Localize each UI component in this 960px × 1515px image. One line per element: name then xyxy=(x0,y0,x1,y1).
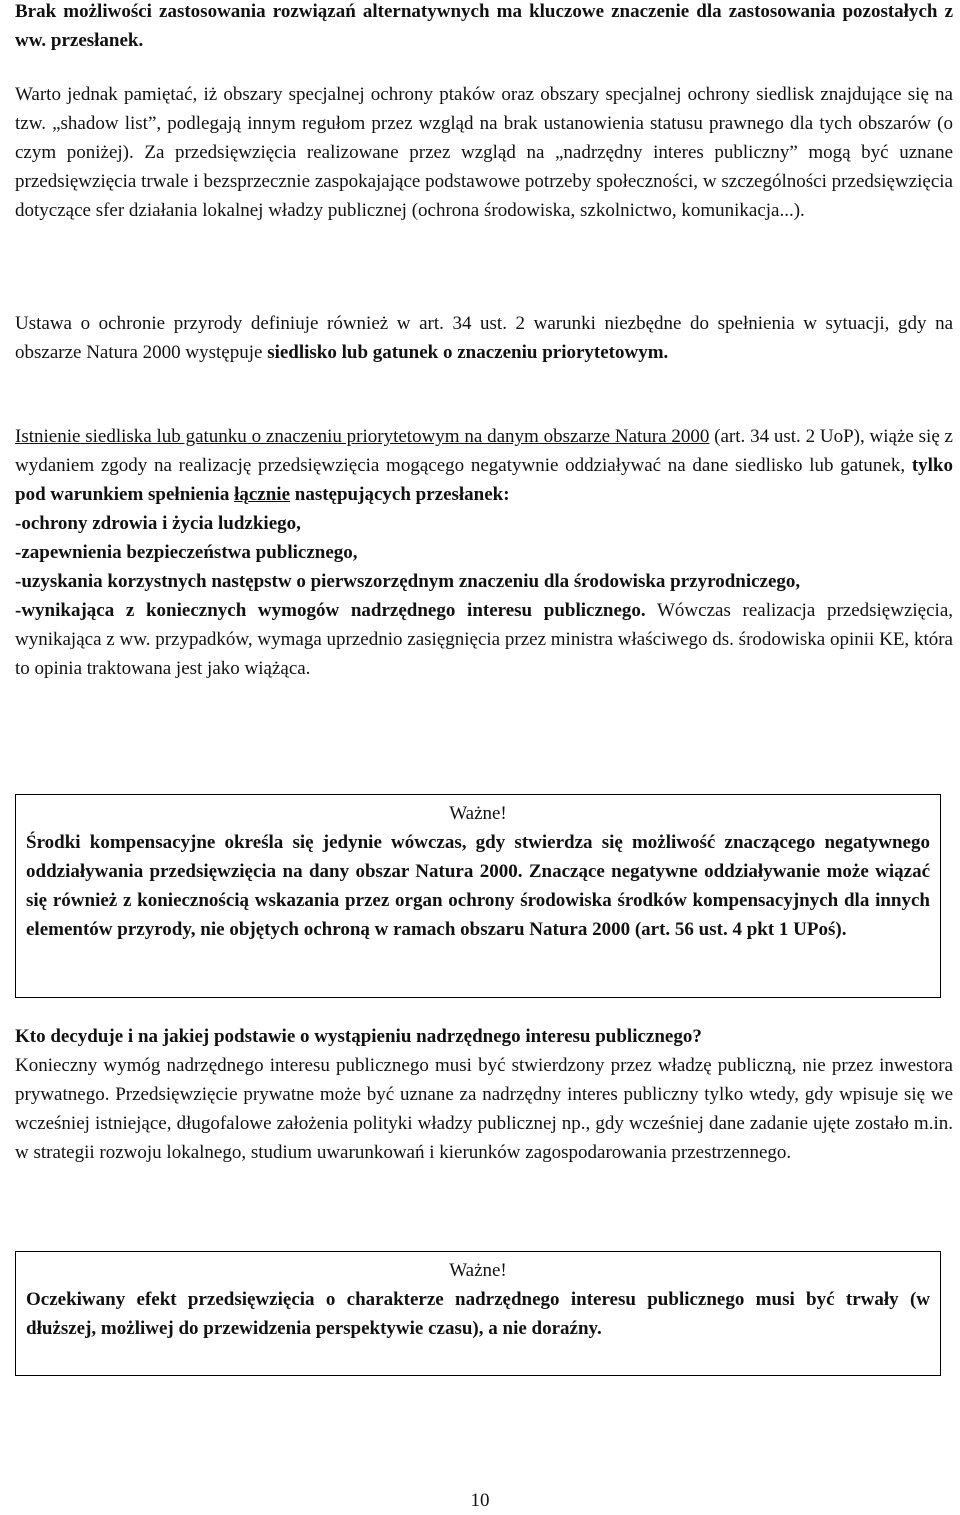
important-box-compensation-text: Środki kompensacyjne określa się jedynie wówczas, gdy stwierdza się możliwość znaczącego negatywnego oddziaływania przedsięwzięcia na dany obszar Natura 2000. Znaczące negatywne oddziaływanie może wiązać się również z koniecznością wskazania przez organ ochrony środowiska środków kompensacyjnych dla innych elementów przyrody, nie objętych ochroną w ramach obszaru Natura 2000 (art. 56 ust. 4 pkt 1 UPoś). xyxy=(26,832,930,940)
priority-habitat-text: (art. 34 ust. 2 UoP), wiąże się z wydaniem zgody na realizację przedsięwzięcia mogącego negatywnie oddziaływać na dane siedlisko lub gatunek, xyxy=(15,426,953,476)
premise-item-public-interest xyxy=(15,596,953,683)
important-box-compensation-title: Ważne! xyxy=(449,803,507,824)
important-box-effect xyxy=(15,1251,941,1376)
who-decides-heading: Kto decyduje i na jakiej podstawie o wystąpieniu nadrzędnego interesu publicznego? xyxy=(15,1026,702,1047)
paragraph-shadow-list xyxy=(15,80,953,225)
important-box-effect-title: Ważne! xyxy=(449,1260,507,1281)
premise-followup-text: Wówczas realizacja przedsięwzięcia, wynikająca z ww. przypadków, wymaga uprzednio zasięgnięcia przez ministra właściwego ds. środowiska opinii KE, która to opinia traktowana jest jako wiążąca. xyxy=(15,600,953,679)
important-box-effect-text: Oczekiwany efekt przedsięwzięcia o charakterze nadrzędnego interesu publicznego musi być trwały (w dłuższej, możliwej do przewidzenia perspektywie czasu), a nie doraźny. xyxy=(26,1289,930,1339)
priority-habitat-condition: tylko pod warunkiem spełnienia xyxy=(15,455,953,505)
paragraph-article-34-bold: siedlisko lub gatunek o znaczeniu priorytetowym. xyxy=(267,342,669,363)
priority-habitat-premises: następujących przesłanek: xyxy=(290,484,510,505)
premise-item-environment: -uzyskania korzystnych następstw o pierwszorzędnym znaczeniu dla środowiska przyrodniczego, xyxy=(15,571,801,592)
priority-habitat-intro xyxy=(15,422,953,509)
important-box-compensation xyxy=(15,794,941,998)
paragraph-alternatives-text: Brak możliwości zastosowania rozwiązań alternatywnych ma kluczowe znaczenie dla zastosowania pozostałych z ww. przesłanek. xyxy=(15,1,953,51)
paragraph-who-decides xyxy=(15,1022,953,1167)
premise-item-safety: -zapewnienia bezpieczeństwa publicznego, xyxy=(15,542,358,563)
priority-habitat-jointly: łącznie xyxy=(234,484,291,505)
paragraph-priority-habitat xyxy=(15,422,953,683)
priority-habitat-underlined: Istnienie siedliska lub gatunku o znaczeniu priorytetowym na danym obszarze Natura 2000 xyxy=(15,426,710,447)
who-decides-text: Konieczny wymóg nadrzędnego interesu publicznego musi być stwierdzony przez władzę publiczną, nie przez inwestora prywatnego. Przedsięwzięcie prywatne może być uznane za nadrzędny interes publiczny tylko wtedy, gdy wpisuje się we wcześniej istniejące, długofalowe założenia polityki władzy publicznej np., gdy wcześniej dane zadanie ujęte zostało m.in. w strategii rozwoju lokalnego, studium uwarunkowań i kierunków zagospodarowania przestrzennego. xyxy=(15,1055,953,1163)
premise-item-health: -ochrony zdrowia i życia ludzkiego, xyxy=(15,513,301,534)
paragraph-article-34 xyxy=(15,309,953,367)
premise-public-interest-text: -wynikająca z koniecznych wymogów nadrzędnego interesu publicznego. xyxy=(15,600,646,621)
page-number: 10 xyxy=(470,1490,490,1511)
paragraph-shadow-list-text: Warto jednak pamiętać, iż obszary specjalnej ochrony ptaków oraz obszary specjalnej ochrony siedlisk znajdujące się na tzw. „shadow list”, podlegają innym regułom przez wzgląd na brak ustanowienia statusu prawnego dla tych obszarów (o czym poniżej). Za przedsięwzięcia realizowane przez wzgląd na „nadrzędny interes publiczny” mogą być uznane przedsięwzięcia trwale i bezsprzecznie zaspokajające podstawowe potrzeby społeczności, w szczególności przedsięwzięcia dotyczące sfer działania lokalnej władzy publicznej (ochrona środowiska, szkolnictwo, komunikacja...). xyxy=(15,84,953,221)
paragraph-alternatives xyxy=(15,0,953,55)
paragraph-article-34-text: Ustawa o ochronie przyrody definiuje również w art. 34 ust. 2 warunki niezbędne do spełnienia w sytuacji, gdy na obszarze Natura 2000 występuje xyxy=(15,313,953,363)
